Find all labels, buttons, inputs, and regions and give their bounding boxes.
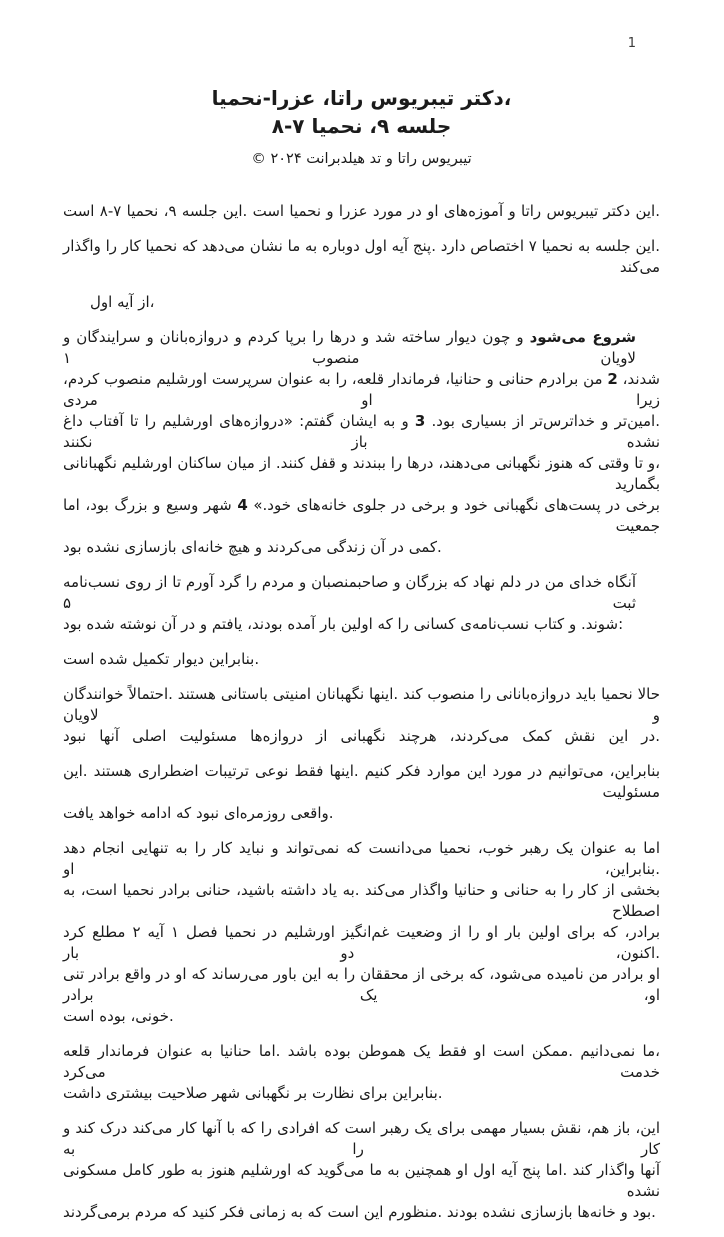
text-run: من برادرم حنانی و حنانیا، فرماندار قلعه، را به عنوان سرپرست اورشلیم منصوب کردم، زیرا او مردی <box>63 370 660 409</box>
text-run: او برادر من نامیده می‌شود، که برخی از محققان را به این باور می‌رساند که او در واقع برادر تنی او، یک برادر <box>63 965 660 1004</box>
text-run: شدند، <box>617 370 660 388</box>
text-run: .این جلسه به نحمیا ۷ اختصاص دارد .پنج آیه اول دوباره به ما نشان می‌دهد که نحمیا کار را واگذار می‌کند <box>63 237 660 276</box>
text-run: ،و تا وقتی که هنوز نگهبانی می‌دهند، درها را ببندند و قفل کنند. از میان ساکنان اورشلیم نگهبانانی بگمارید <box>63 454 660 493</box>
paragraph-line <box>63 1202 660 1223</box>
paragraph-line <box>63 614 660 635</box>
text-run: و چون دیوار ساخته شد و درها را برپا کردم و دروازه‌بانان و سرایندگان و لاویان منصوب ۱ <box>63 328 636 367</box>
paragraph-line <box>63 411 660 453</box>
paragraph-intro <box>63 201 660 222</box>
paragraph-hananiah-citadel <box>63 1041 660 1104</box>
paragraph-line <box>63 236 660 278</box>
text-run: .این دکتر تیبریوس راتا و آموزه‌های او در مورد عزرا و نحمیا است .این جلسه ۹، نحمیا ۷-۸ است <box>63 202 660 220</box>
bold-text-run: 4 <box>237 496 248 514</box>
text-run: .کمی در آن زندگی می‌کردند و هیچ خانه‌ای بازسازی نشده بود <box>63 538 442 556</box>
paragraph-line <box>63 880 660 922</box>
paragraph-line <box>63 1083 660 1104</box>
paragraph-line <box>63 537 660 558</box>
text-run: .بنابراین برای نظارت بر نگهبانی شهر صلاحیت بیشتری داشت <box>63 1084 443 1102</box>
text-run: برخی در پست‌های نگهبانی خود و برخی در جلوی خانه‌های خود.» <box>247 496 660 514</box>
text-run: اما به عنوان یک رهبر خوب، نحمیا می‌دانست که نمی‌تواند و نباید کار را به تنهایی انجام دهد .بنابراین، او <box>63 839 660 878</box>
text-run: .خونی، بوده است <box>63 1007 174 1025</box>
text-run: شهر وسیع و بزرگ بود، اما جمعیت <box>63 496 660 535</box>
paragraph-line <box>63 649 660 670</box>
page-number: 1 <box>627 36 636 51</box>
paragraph-line <box>63 1006 660 1027</box>
text-run: .واقعی روزمره‌ای نبود که ادامه خواهد یافت <box>63 804 334 822</box>
text-run: این، باز هم، نقش بسیار مهمی برای یک رهبر است که افرادی را که با آنها کار می‌کند درک کند و کار را به <box>63 1119 660 1158</box>
paragraph-line <box>90 292 660 313</box>
paragraph-line <box>63 761 660 803</box>
paragraph-line <box>63 922 660 964</box>
text-run: آنگاه خدای من در دلم نهاد که بزرگان و صاحبمنصبان و مردم را گرد آورم تا از روی نسب‌نامه ثبت ۵ <box>63 573 636 612</box>
paragraph-line <box>63 1041 660 1083</box>
paragraph-scripture-nehemiah-7-1-4 <box>63 327 660 558</box>
text-run: .بود و خانه‌ها بازسازی نشده بودند .منظورم این است که به زمانی فکر کنید که مردم برمی‌گردند <box>63 1203 656 1221</box>
paragraph-line <box>63 684 660 726</box>
bold-text-run: 3 <box>414 412 426 430</box>
paragraph-leader-role <box>63 1118 660 1223</box>
bold-text-run: 2 <box>607 370 618 388</box>
paragraph-gatekeepers <box>63 684 660 747</box>
paragraph-delegation-hanani <box>63 838 660 1027</box>
paragraph-line <box>63 201 660 222</box>
text-run: و به ایشان گفتم: «دروازه‌های اورشلیم را تا آفتاب داغ نشده باز نکنند <box>63 412 660 451</box>
text-run: آنها واگذار کند .اما پنج آیه اول او همچنین به ما می‌گوید که اورشلیم هنوز به طور کامل مسکونی نشده <box>63 1161 660 1200</box>
paragraph-from-verse-one <box>63 292 660 313</box>
text-run: حالا نحمیا باید دروازه‌بانانی را منصوب کند .اینها نگهبانان امنیتی باستانی هستند .احتمالاً خوانندگان و لاویان <box>63 685 660 724</box>
document-title-line-1: ،دکتر تیبریوس راتا، عزرا-نحمیا <box>211 86 512 110</box>
paragraph-line <box>63 369 660 411</box>
paragraph-line <box>63 964 660 1006</box>
text-run: .در این نقش کمک می‌کردند، هرچند نگهبانی از دروازه‌ها مسئولیت اصلی آنها نبود <box>63 727 660 745</box>
text-run: ،از آیه اول <box>90 293 155 311</box>
document-body <box>63 201 660 1223</box>
document-content <box>63 0 660 1237</box>
text-run: :شوند. و کتاب نسب‌نامه‌ی کسانی را که اولین بار آمده بودند، یافتم و در آن نوشته شده بود <box>63 615 624 633</box>
text-run: .بنابراین دیوار تکمیل شده است <box>63 650 260 668</box>
text-run: برادر، که برای اولین بار او را از وضعیت غم‌انگیز اورشلیم در نحمیا فصل ۱ آیه ۲ مطلع کرد .اکنون، دو بار <box>63 923 661 962</box>
paragraph-line <box>63 572 660 614</box>
paragraph-line <box>63 453 660 495</box>
text-run: بخشی از کار را به حنانی و حنانیا واگذار می‌کند .به یاد داشته باشید، حنانی برادر نحمیا است، به اصطلاح <box>63 881 660 920</box>
paragraph-line <box>63 495 660 537</box>
copyright-line: تیبریوس راتا و تد هیلدبرانت ۲۰۲۴ © <box>251 151 472 167</box>
document-title-line-2: جلسه ۹، نحمیا ۷-۸ <box>271 114 452 138</box>
paragraph-line <box>63 838 660 880</box>
paragraph-emergency-arrangements <box>63 761 660 824</box>
paragraph-wall-completed <box>63 649 660 670</box>
paragraph-line <box>63 1118 660 1160</box>
paragraph-line <box>63 803 660 824</box>
paragraph-line <box>63 327 660 369</box>
paragraph-line <box>63 1160 660 1202</box>
paragraph-scripture-nehemiah-7-5 <box>63 572 660 635</box>
bold-text-run: شروع می‌شود <box>529 328 636 346</box>
paragraph-line <box>63 726 660 747</box>
text-run: .امین‌تر و خداترس‌تر از بسیاری بود. <box>425 412 660 430</box>
text-run: بنابراین، می‌توانیم در مورد این موارد فکر کنیم .اینها فقط نوعی ترتیبات اضطراری هستند .این مسئولیت <box>63 762 660 801</box>
paragraph-session-overview <box>63 236 660 278</box>
text-run: ،ما نمی‌دانیم .ممکن است او فقط یک هموطن بوده باشد .اما حنانیا به عنوان فرماندار قلعه خدمت می‌کرد <box>63 1042 660 1081</box>
